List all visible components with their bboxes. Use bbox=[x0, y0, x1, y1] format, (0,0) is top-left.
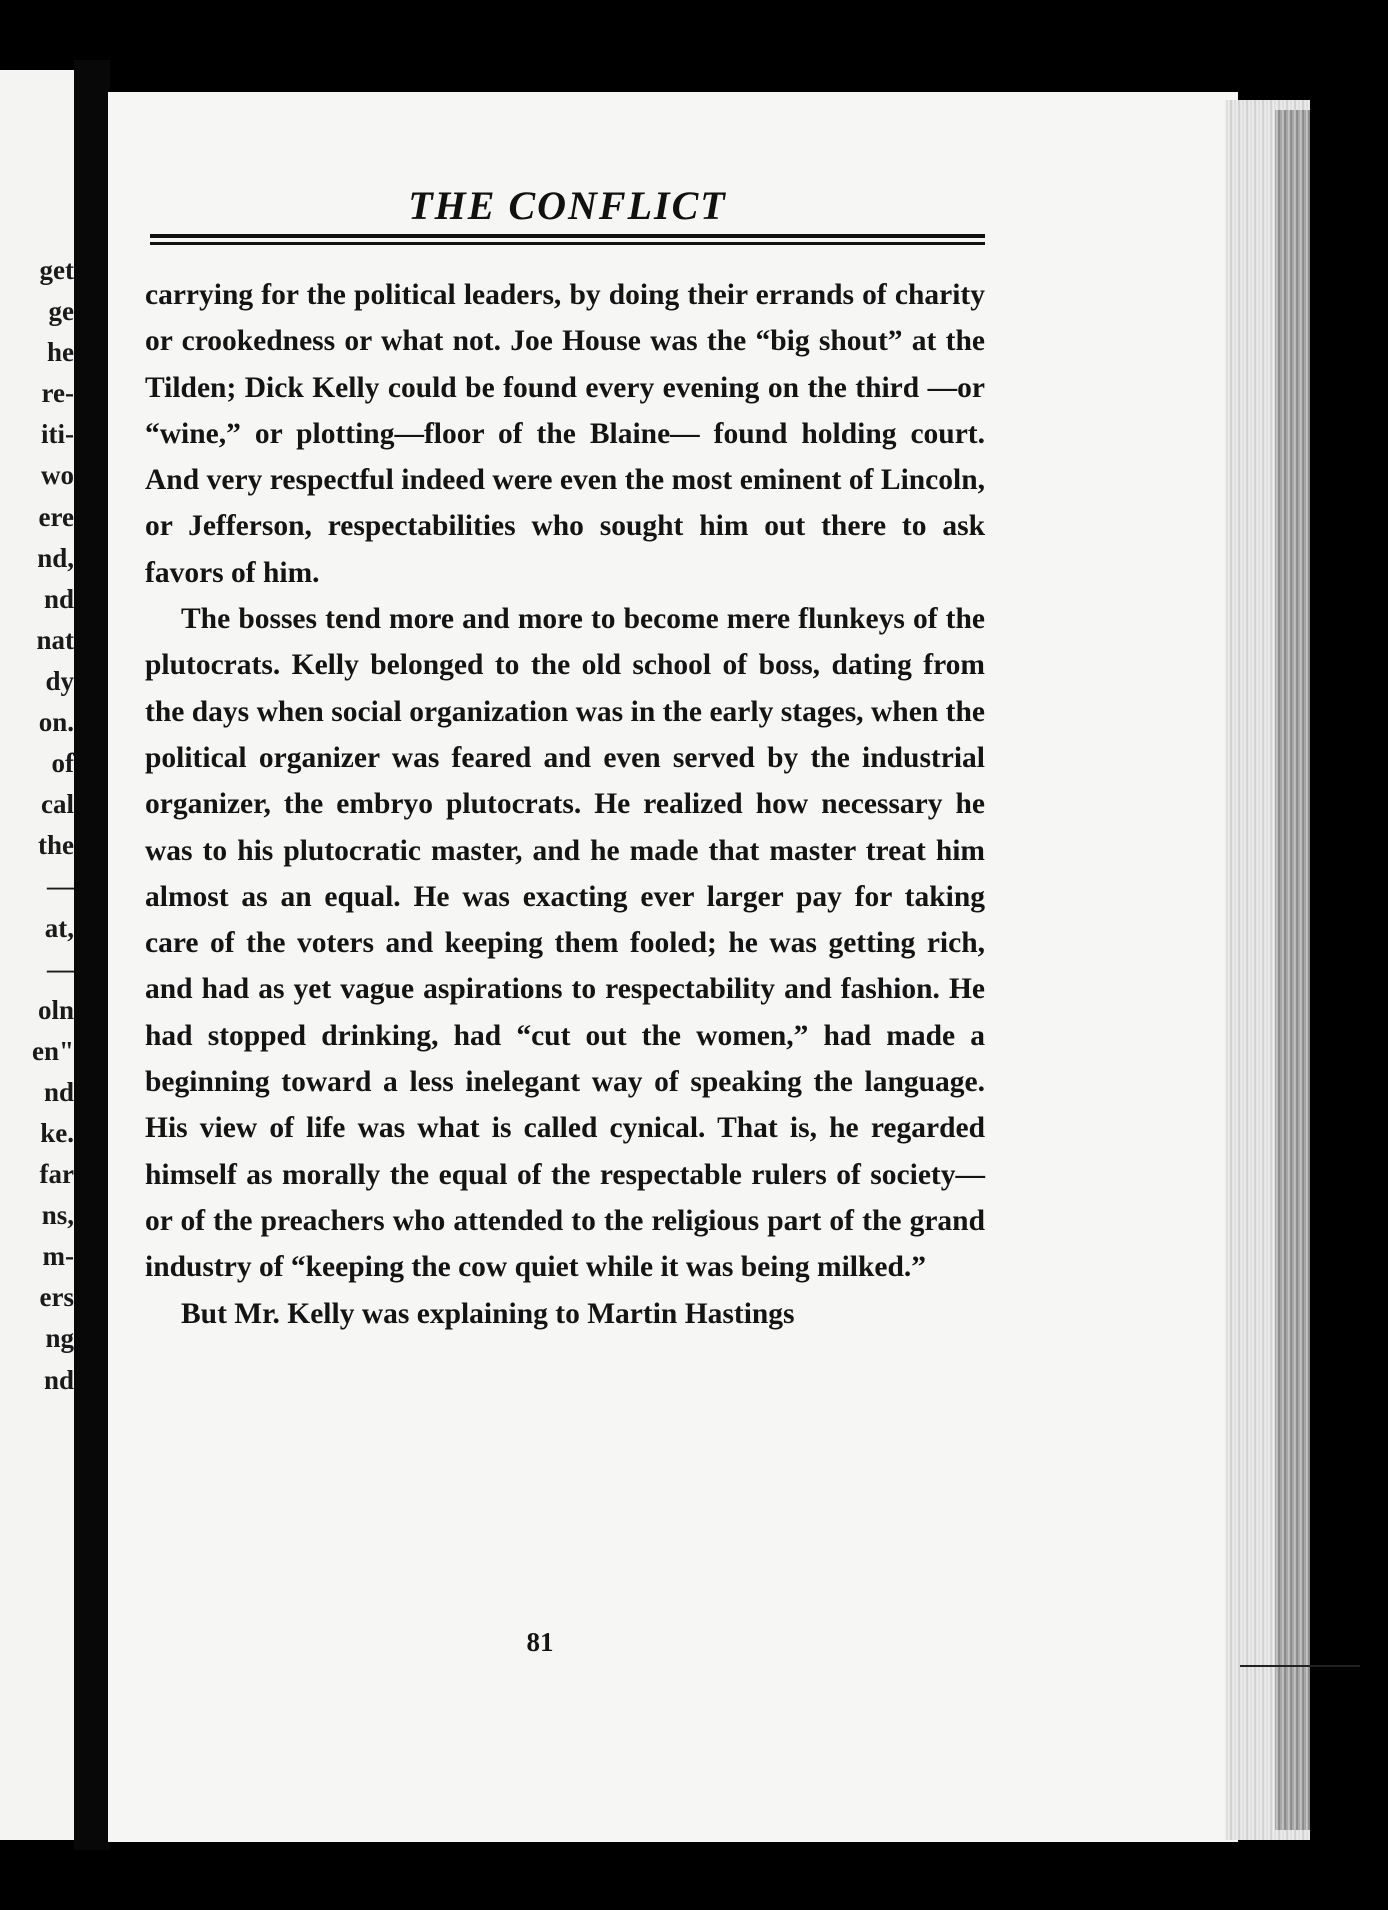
facing-page-fragment: cal bbox=[41, 789, 74, 820]
page-edges-shadow bbox=[1275, 110, 1310, 1830]
book-gutter bbox=[74, 60, 110, 1850]
facing-page-fragment: ere bbox=[38, 501, 74, 532]
facing-page-fragment: ns, bbox=[41, 1200, 74, 1231]
facing-page-fragment: nat bbox=[36, 624, 74, 655]
facing-page-fragment: — bbox=[47, 871, 74, 902]
facing-page-fragment: oln bbox=[37, 994, 74, 1025]
body-text bbox=[145, 272, 985, 1337]
edge-mark bbox=[1240, 1665, 1360, 1667]
facing-page-fragment: he bbox=[47, 337, 74, 368]
facing-page-fragment: m- bbox=[42, 1241, 74, 1272]
facing-page-fragment: get bbox=[39, 255, 74, 285]
facing-page-text bbox=[0, 250, 76, 1401]
facing-page-fragment: nd bbox=[43, 583, 74, 614]
paragraph-2: The bosses tend more and more to become mere flunkeys of the plutocrats. Kelly belonged to the old school of boss, dating from the days when social organization was in the early stages, when the political organizer was feared and even served by the industrial organizer, the embryo plutocrats. He realized how necessary he was to his plutocratic master, and he made that master treat him almost as an equal. He was exacting ever larger pay for taking care of the voters and keeping them fooled; he was getting rich, and had as yet vague aspirations to respectability and fashion. He had stopped drinking, had “cut out the women,” had made a beginning toward a less inelegant way of speaking the language. His view of life was what is called cynical. That is, he regarded himself as morally the equal of the respectable rulers of society—or of the preachers who attended to the religious part of the grand industry of “keeping the cow quiet while it was being milked.” bbox=[145, 603, 985, 1284]
facing-page-fragment: ers bbox=[39, 1282, 74, 1313]
facing-page-fragment: iti- bbox=[41, 419, 74, 450]
facing-page-fragment: on. bbox=[38, 707, 74, 738]
paragraph-1: carrying for the political leaders, by doing their errands of charity or crookedness or what not. Joe House was the “big shout” at the Tilden; Dick Kelly could be found every evening on the third —or “wine,” or plotting—floor of the Blaine— found holding court. And very respectful indeed were even the most eminent of Lincoln, or Jefferson, respectabilities who sought him out there to ask favors of him. bbox=[145, 279, 985, 589]
facing-page-fragment: far bbox=[39, 1159, 74, 1190]
facing-page-fragment: ge bbox=[48, 296, 74, 327]
facing-page-fragment: of bbox=[51, 748, 74, 779]
paragraph-3: But Mr. Kelly was explaining to Martin Hastings bbox=[181, 1297, 795, 1330]
facing-page-fragment: wo bbox=[41, 460, 74, 491]
running-head: THE CONFLICT bbox=[408, 183, 727, 228]
facing-page-fragment: nd bbox=[43, 1364, 74, 1395]
facing-page-fragment: — bbox=[47, 953, 74, 984]
facing-page-fragment: en" bbox=[32, 1035, 74, 1066]
facing-page-fragment: dy bbox=[45, 665, 74, 696]
facing-page-fragment: ng bbox=[45, 1323, 74, 1354]
facing-page-fragment: ke. bbox=[40, 1117, 74, 1148]
facing-page-fragment: nd, bbox=[37, 542, 74, 573]
facing-page-fragment: re- bbox=[41, 378, 74, 409]
facing-page-fragment: nd bbox=[43, 1076, 74, 1107]
facing-page-fragment: the bbox=[38, 830, 74, 861]
page-number: 81 bbox=[526, 1627, 554, 1657]
facing-page-fragment: at, bbox=[44, 912, 74, 943]
header-rule bbox=[150, 234, 985, 248]
